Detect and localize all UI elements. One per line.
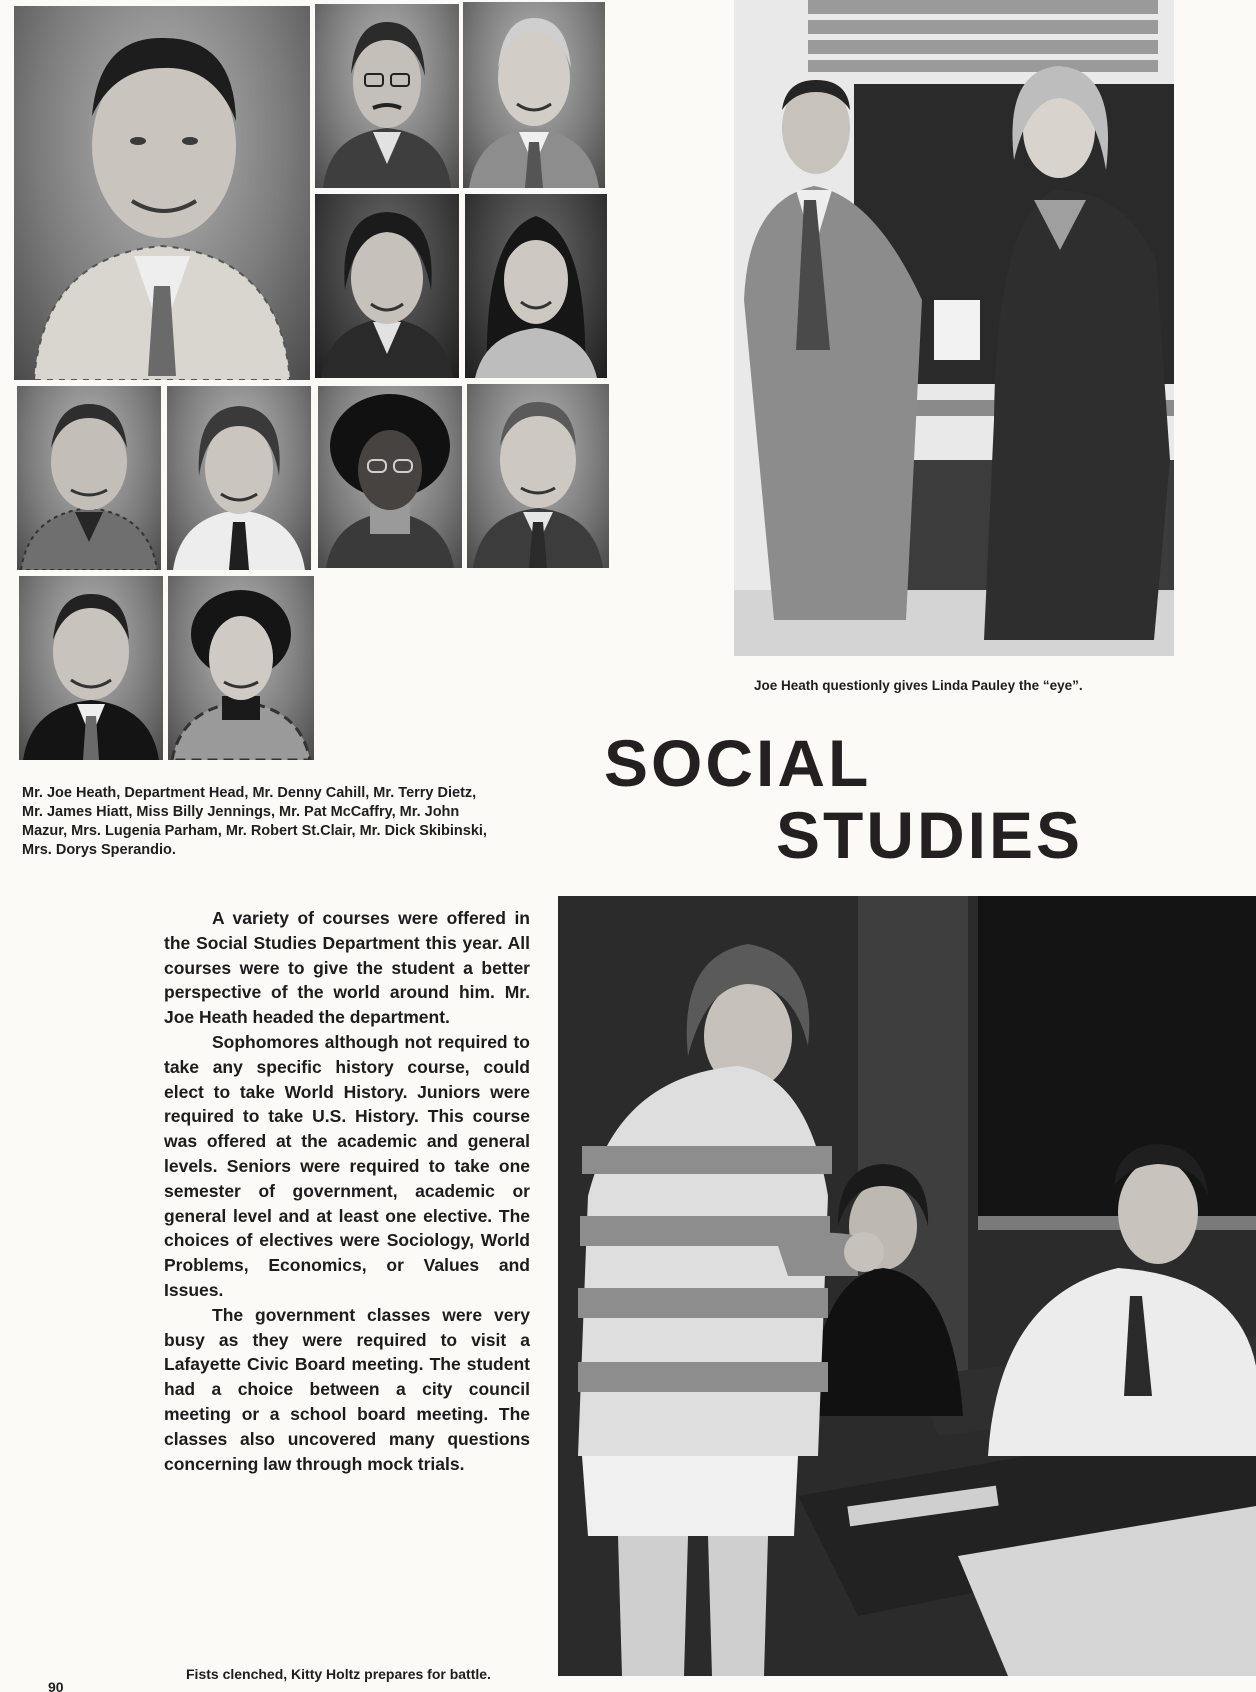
body-paragraph: Sophomores although not required to take any specific history course, could elect to take World History. Juniors were required to take U.S. History. This course was offered at the academic and general levels. Seniors were required to take one semester of government, academic or general level and at least one elective. The choices of electives were Sociology, World Problems, Economics, or Values and Issues. (164, 1031, 530, 1300)
photo-heath-pauley (734, 0, 1174, 656)
portrait-pat-mccaffry (17, 386, 161, 570)
portrait-dick-skibinski (19, 576, 163, 760)
staff-caption: Mr. Joe Heath, Department Head, Mr. Denny Cahill, Mr. Terry Dietz, Mr. James Hiatt, Miss Billy Jennings, Mr. Pat McCaffry, Mr. John Mazur, Mrs. Lugenia Parham, Mr. Robert St.Clair, Mr. Dick Skibinski, Mrs. Dorys Sperandio. (22, 785, 487, 858)
portrait-terry-dietz (463, 2, 605, 188)
bottom-photo-caption: Fists clenched, Kitty Holtz prepares for battle. (186, 1666, 491, 1682)
top-photo-caption: Joe Heath questionly gives Linda Pauley the “eye”. (754, 678, 1083, 693)
page-number: 90 (48, 1682, 64, 1692)
portrait-denny-cahill (315, 4, 459, 188)
title-studies: STUDIES (776, 798, 1084, 872)
portrait-dorys-sperandio (168, 576, 314, 760)
portrait-james-hiatt (315, 194, 459, 378)
title-social: SOCIAL (604, 726, 872, 800)
body-paragraph: A variety of courses were offered in the Social Studies Department this year. All courses were to give the student a better perspective of the world around him. Mr. Joe Heath headed the department. (164, 908, 530, 1028)
photo-kitty-holtz (558, 896, 1256, 1676)
body-paragraph: The government classes were very busy as they were required to visit a Lafayette Civic Board meeting. The student had a choice between a city council meeting or a school board meeting. The classes also uncovered many questions concerning law through mock trials. (164, 1304, 530, 1474)
portrait-robert-stclair (467, 384, 609, 568)
portrait-joe-heath (14, 6, 310, 380)
portrait-lugenia-parham (318, 386, 462, 568)
portrait-billy-jennings (465, 194, 607, 378)
body-text (164, 906, 530, 1476)
portrait-john-mazur (167, 386, 311, 570)
